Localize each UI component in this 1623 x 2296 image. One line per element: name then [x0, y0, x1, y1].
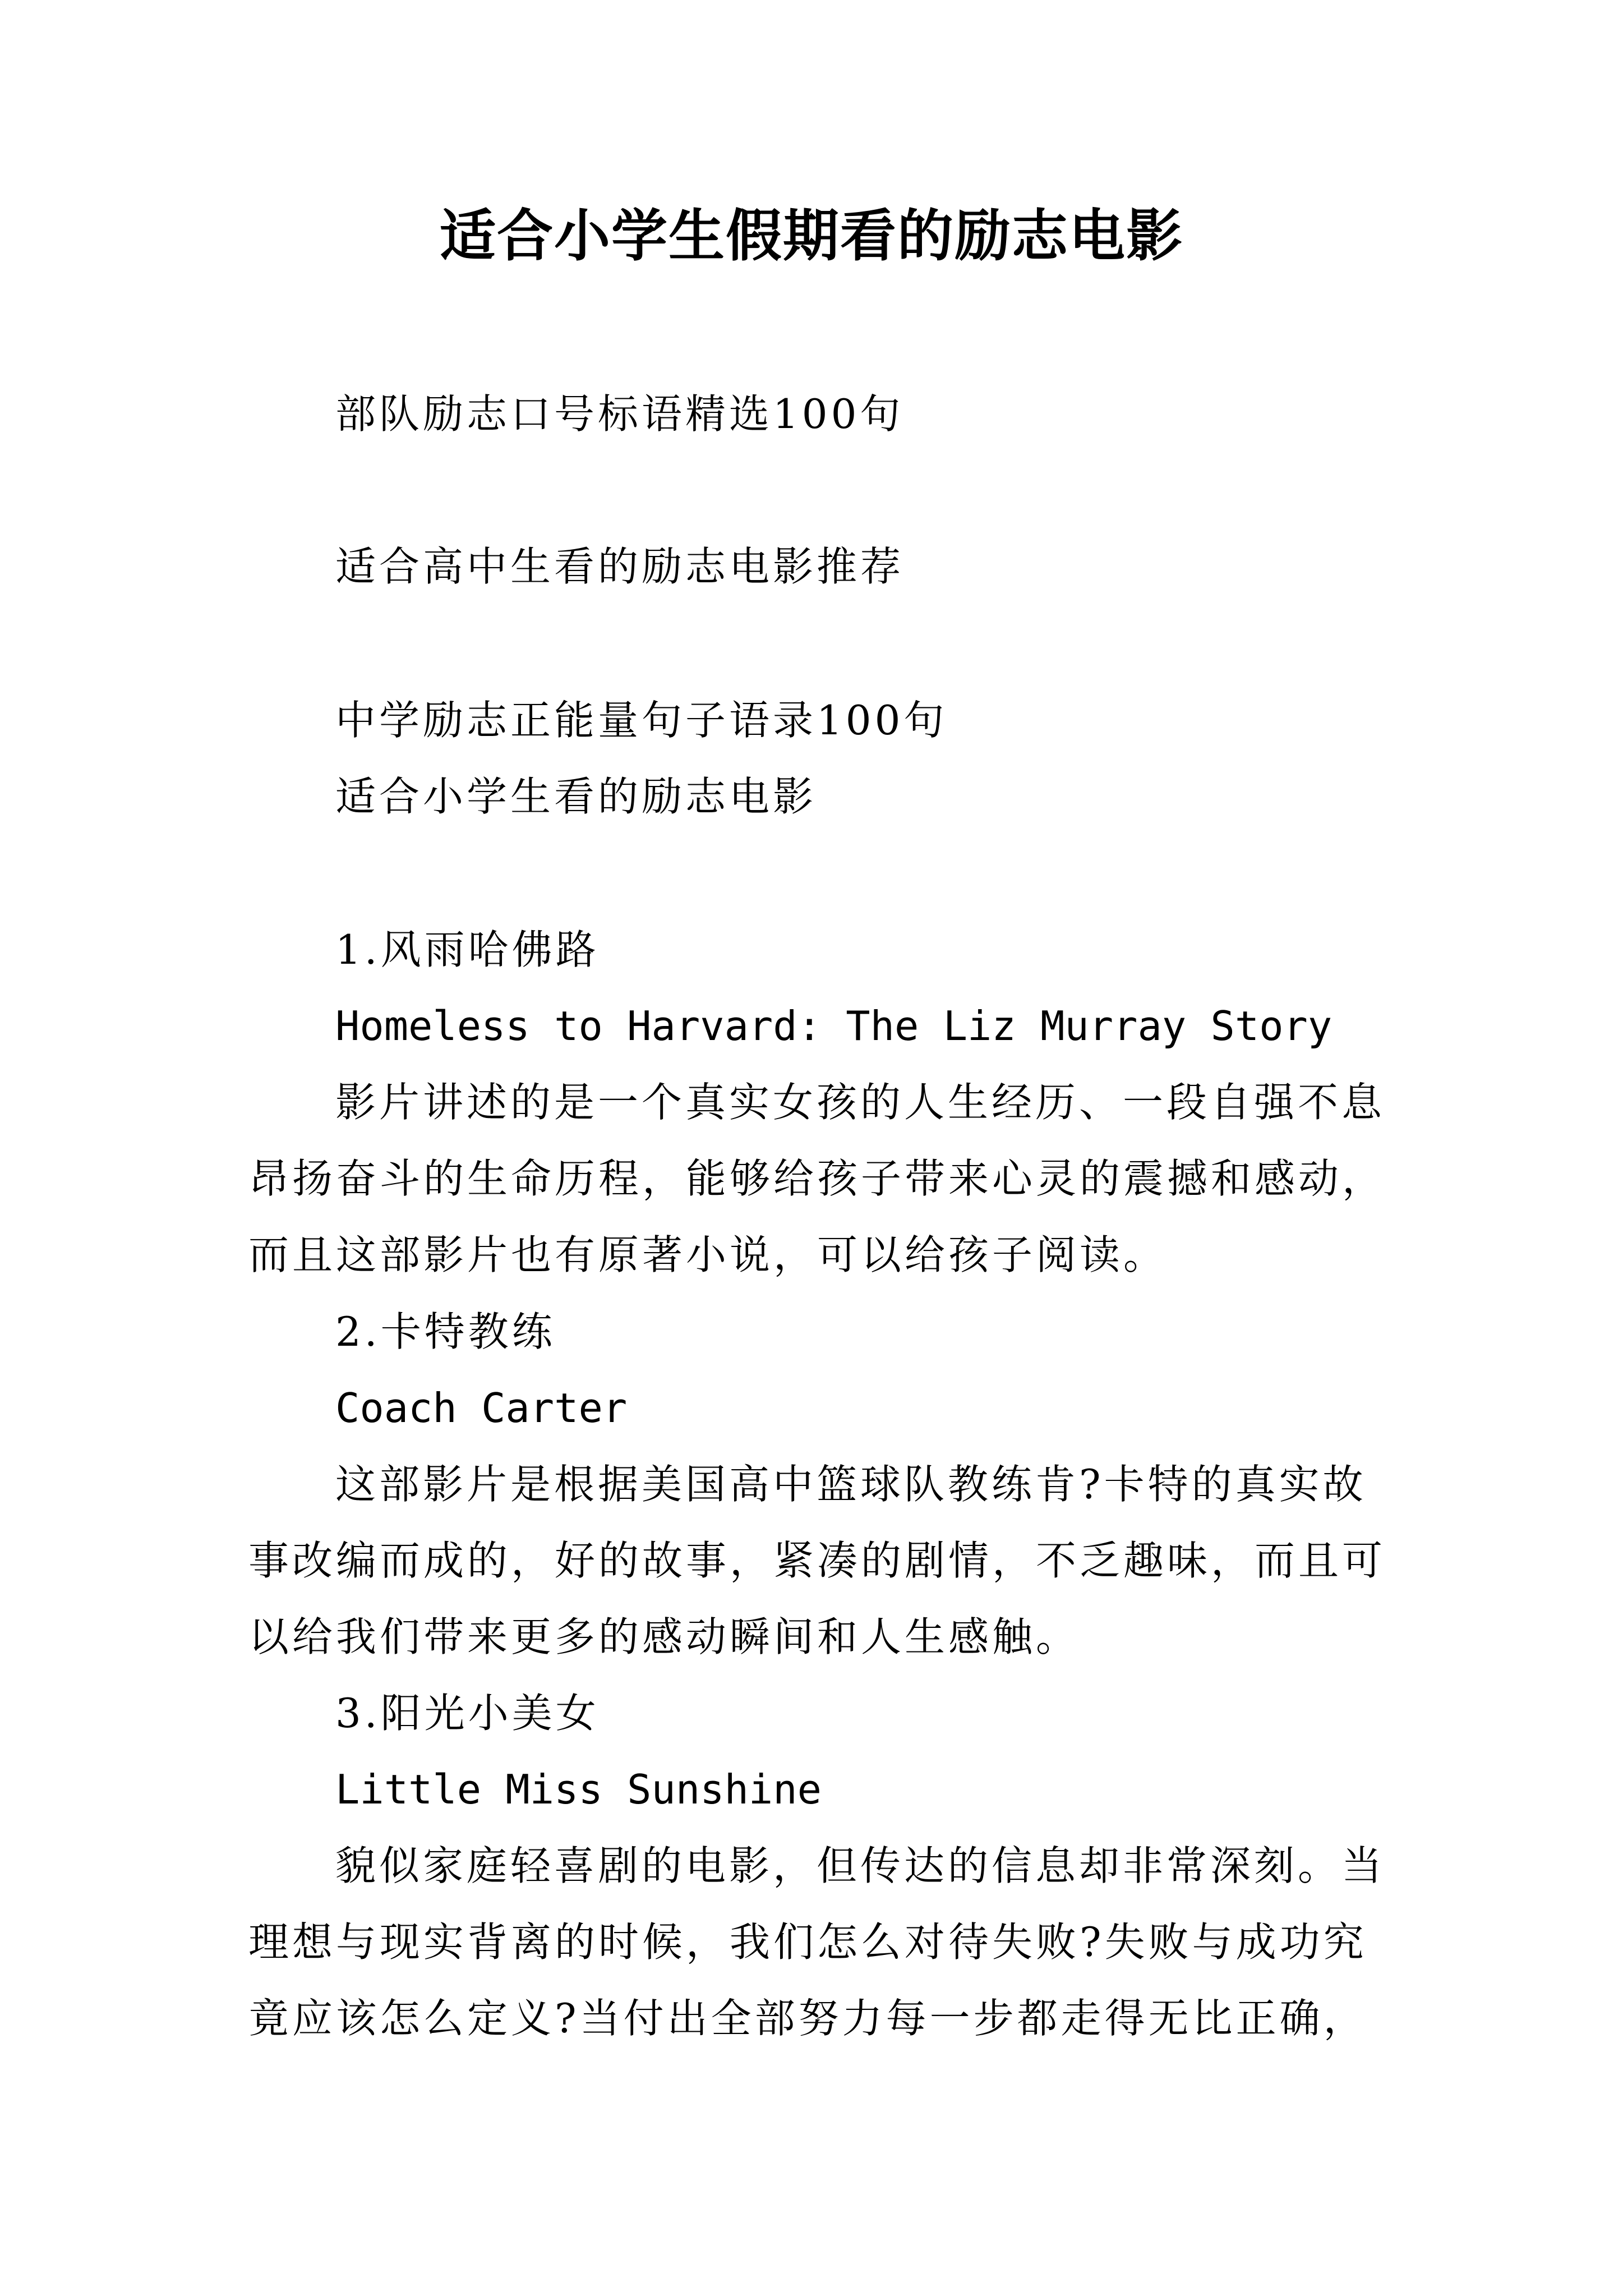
movie-desc-line: 昂扬奋斗的生命历程，能够给孩子带来心灵的震撼和感动，: [248, 1155, 1386, 1202]
movie-desc-line: 竟应该怎么定义?当付出全部努力每一步都走得无比正确，: [248, 1995, 1367, 2042]
movie-desc-line: 而且这部影片也有原著小说，可以给孩子阅读。: [248, 1231, 1168, 1278]
movie-english-title: Homeless to Harvard: The Liz Murray Story: [335, 1002, 1332, 1050]
movie-desc-line: 这部影片是根据美国高中篮球队教练肯?卡特的真实故: [335, 1461, 1367, 1508]
movie-desc-line: 事改编而成的，好的故事，紧凑的剧情，不乏趣味，而且可: [248, 1537, 1386, 1584]
related-link-1[interactable]: 部队励志口号标语精选100句: [335, 390, 904, 438]
movie-desc-line: 貌似家庭轻喜剧的电影，但传达的信息却非常深刻。当: [335, 1842, 1386, 1889]
related-link-4[interactable]: 适合小学生看的励志电影: [335, 773, 817, 820]
movie-english-title: Little Miss Sunshine: [335, 1766, 822, 1813]
movie-heading: 2.卡特教练: [335, 1308, 556, 1355]
movie-heading: 3.阳光小美女: [335, 1690, 600, 1737]
document-title: 适合小学生假期看的励志电影: [440, 203, 1183, 269]
movie-english-title: Coach Carter: [335, 1384, 628, 1432]
movie-desc-line: 理想与现实背离的时候，我们怎么对待失败?失败与成功究: [248, 1918, 1367, 1966]
movie-desc-line: 影片讲述的是一个真实女孩的人生经历、一段自强不息: [335, 1079, 1386, 1126]
movie-desc-line: 以给我们带来更多的感动瞬间和人生感触。: [248, 1613, 1080, 1660]
related-link-2[interactable]: 适合高中生看的励志电影推荐: [335, 543, 905, 590]
movie-heading: 1.风雨哈佛路: [335, 926, 600, 973]
related-link-3[interactable]: 中学励志正能量句子语录100句: [335, 697, 948, 744]
